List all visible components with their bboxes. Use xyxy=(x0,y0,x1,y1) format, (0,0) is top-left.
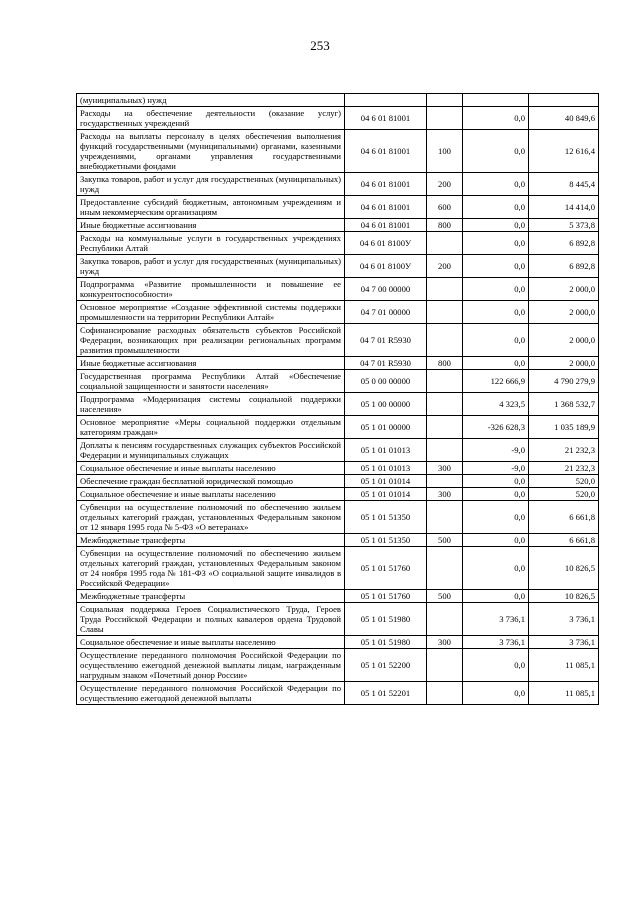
row-expense-type xyxy=(427,649,463,682)
row-total-amount: 8 445,4 xyxy=(529,173,599,196)
row-code: 05 1 01 52201 xyxy=(345,682,427,705)
row-change-amount: 0,0 xyxy=(463,649,529,682)
row-change-amount: 0,0 xyxy=(463,488,529,501)
row-code: 05 1 01 51350 xyxy=(345,534,427,547)
row-code: 04 7 00 00000 xyxy=(345,278,427,301)
row-total-amount: 1 368 532,7 xyxy=(529,393,599,416)
row-expense-type xyxy=(427,682,463,705)
row-expense-type xyxy=(427,416,463,439)
row-change-amount: 0,0 xyxy=(463,232,529,255)
table-row xyxy=(77,682,599,705)
row-code: 05 1 01 51980 xyxy=(345,636,427,649)
table-row xyxy=(77,232,599,255)
row-expense-type: 500 xyxy=(427,534,463,547)
row-code: 04 6 01 81001 xyxy=(345,173,427,196)
table-row xyxy=(77,357,599,370)
row-name: Иные бюджетные ассигнования xyxy=(77,357,345,370)
row-total-amount: 21 232,3 xyxy=(529,462,599,475)
table-row xyxy=(77,370,599,393)
row-change-amount: 0,0 xyxy=(463,278,529,301)
row-code: 05 1 01 52200 xyxy=(345,649,427,682)
row-expense-type: 200 xyxy=(427,255,463,278)
row-total-amount: 14 414,0 xyxy=(529,196,599,219)
row-name: Расходы на коммунальные услуги в государственных учреждениях Республики Алтай xyxy=(77,232,345,255)
row-change-amount: -9,0 xyxy=(463,439,529,462)
table-row xyxy=(77,534,599,547)
row-name: Подпрограмма «Развитие промышленности и повышение ее конкурентоспособности» xyxy=(77,278,345,301)
row-change-amount: 0,0 xyxy=(463,130,529,173)
row-code: 04 6 01 8100У xyxy=(345,255,427,278)
row-name: Софинансирование расходных обязательств субъектов Российской Федерации, возникающих при реализации региональных программ развития промышленности xyxy=(77,324,345,357)
table-row xyxy=(77,324,599,357)
row-name: Социальное обеспечение и иные выплаты населению xyxy=(77,488,345,501)
row-code: 05 1 01 01014 xyxy=(345,488,427,501)
row-change-amount: 122 666,9 xyxy=(463,370,529,393)
row-name: Субвенции на осуществление полномочий по обеспечению жильем отдельных категорий граждан, установленных Федеральным законом от 12 января 1995 года № 5-ФЗ «О ветеранах» xyxy=(77,501,345,534)
row-change-amount: 0,0 xyxy=(463,196,529,219)
row-change-amount: 3 736,1 xyxy=(463,636,529,649)
row-name: Государственная программа Республики Алтай «Обеспечение социальной защищенности и занятости населения» xyxy=(77,370,345,393)
row-name: Доплаты к пенсиям государственных служащих субъектов Российской Федерации и муниципальных служащих xyxy=(77,439,345,462)
table-row xyxy=(77,196,599,219)
budget-table-body xyxy=(77,94,599,705)
row-change-amount: 0,0 xyxy=(463,173,529,196)
row-total-amount: 6 892,8 xyxy=(529,255,599,278)
table-row xyxy=(77,649,599,682)
row-name: Социальное обеспечение и иные выплаты населению xyxy=(77,636,345,649)
row-total-amount: 2 000,0 xyxy=(529,301,599,324)
table-row xyxy=(77,462,599,475)
row-expense-type: 300 xyxy=(427,636,463,649)
row-expense-type xyxy=(427,94,463,107)
row-name: Основное мероприятие «Создание эффективной системы поддержки промышленности на территории Республики Алтай» xyxy=(77,301,345,324)
row-expense-type: 800 xyxy=(427,219,463,232)
row-change-amount: 0,0 xyxy=(463,475,529,488)
row-code: 04 7 01 R5930 xyxy=(345,357,427,370)
row-code: 05 1 01 51350 xyxy=(345,501,427,534)
row-change-amount: 0,0 xyxy=(463,547,529,590)
row-change-amount: 0,0 xyxy=(463,324,529,357)
row-code: 05 1 01 51760 xyxy=(345,547,427,590)
row-total-amount: 3 736,1 xyxy=(529,636,599,649)
row-code: 05 1 01 01013 xyxy=(345,462,427,475)
row-change-amount xyxy=(463,94,529,107)
row-expense-type xyxy=(427,501,463,534)
row-expense-type xyxy=(427,301,463,324)
row-change-amount: 0,0 xyxy=(463,682,529,705)
table-row xyxy=(77,547,599,590)
row-code xyxy=(345,94,427,107)
page-number: 253 xyxy=(310,38,330,53)
row-expense-type xyxy=(427,324,463,357)
row-total-amount: 520,0 xyxy=(529,475,599,488)
table-row xyxy=(77,255,599,278)
row-total-amount: 6 661,8 xyxy=(529,501,599,534)
row-total-amount: 11 085,1 xyxy=(529,649,599,682)
table-row xyxy=(77,301,599,324)
row-name: Предоставление субсидий бюджетным, автономным учреждениям и иным некоммерческим организациям xyxy=(77,196,345,219)
row-total-amount: 11 085,1 xyxy=(529,682,599,705)
row-change-amount: 0,0 xyxy=(463,357,529,370)
table-row xyxy=(77,173,599,196)
row-code: 04 7 01 R5930 xyxy=(345,324,427,357)
row-total-amount: 1 035 189,9 xyxy=(529,416,599,439)
row-code: 05 1 00 00000 xyxy=(345,393,427,416)
table-row xyxy=(77,107,599,130)
row-name: Социальное обеспечение и иные выплаты населению xyxy=(77,462,345,475)
row-name: Осуществление переданного полномочия Российской Федерации по осуществлению ежегодной денежной выплаты лицам, награжденным нагрудным знаком «Почетный донор России» xyxy=(77,649,345,682)
row-name: Иные бюджетные ассигнования xyxy=(77,219,345,232)
row-name: Осуществление переданного полномочия Российской Федерации по осуществлению ежегодной денежной выплаты xyxy=(77,682,345,705)
table-row xyxy=(77,219,599,232)
row-code: 05 1 01 01013 xyxy=(345,439,427,462)
row-total-amount: 6 661,8 xyxy=(529,534,599,547)
row-change-amount: 0,0 xyxy=(463,501,529,534)
row-expense-type: 600 xyxy=(427,196,463,219)
row-name: Субвенции на осуществление полномочий по обеспечению жильем отдельных категорий граждан, установленных Федеральным законом от 24 ноября 1995 года № 181-ФЗ «О социальной защите инвалидов в Российской Федерации» xyxy=(77,547,345,590)
row-expense-type xyxy=(427,232,463,255)
row-expense-type: 500 xyxy=(427,590,463,603)
row-expense-type: 300 xyxy=(427,488,463,501)
row-total-amount: 40 849,6 xyxy=(529,107,599,130)
row-total-amount: 2 000,0 xyxy=(529,278,599,301)
row-change-amount: 0,0 xyxy=(463,255,529,278)
table-row xyxy=(77,590,599,603)
row-code: 04 6 01 81001 xyxy=(345,130,427,173)
row-change-amount: 0,0 xyxy=(463,534,529,547)
row-total-amount: 10 826,5 xyxy=(529,547,599,590)
row-expense-type: 300 xyxy=(427,462,463,475)
row-total-amount xyxy=(529,94,599,107)
row-change-amount: 0,0 xyxy=(463,219,529,232)
row-code: 05 1 01 51760 xyxy=(345,590,427,603)
row-total-amount: 5 373,8 xyxy=(529,219,599,232)
row-expense-type: 200 xyxy=(427,173,463,196)
row-code: 04 7 01 00000 xyxy=(345,301,427,324)
row-code: 05 1 01 00000 xyxy=(345,416,427,439)
budget-table xyxy=(76,93,599,705)
row-change-amount: 0,0 xyxy=(463,301,529,324)
row-total-amount: 10 826,5 xyxy=(529,590,599,603)
row-name: Подпрограмма «Модернизация системы социальной поддержки населения» xyxy=(77,393,345,416)
row-name: Межбюджетные трансферты xyxy=(77,534,345,547)
row-name: Социальная поддержка Героев Социалистического Труда, Героев Труда Российской Федерации и полных кавалеров ордена Трудовой Славы xyxy=(77,603,345,636)
row-total-amount: 3 736,1 xyxy=(529,603,599,636)
row-expense-type xyxy=(427,107,463,130)
table-row xyxy=(77,501,599,534)
table-row xyxy=(77,94,599,107)
row-name: Межбюджетные трансферты xyxy=(77,590,345,603)
row-total-amount: 2 000,0 xyxy=(529,357,599,370)
row-expense-type xyxy=(427,278,463,301)
row-change-amount: 0,0 xyxy=(463,107,529,130)
row-change-amount: 0,0 xyxy=(463,590,529,603)
row-change-amount: -9,0 xyxy=(463,462,529,475)
table-row xyxy=(77,488,599,501)
row-change-amount: -326 628,3 xyxy=(463,416,529,439)
row-expense-type xyxy=(427,603,463,636)
row-total-amount: 6 892,8 xyxy=(529,232,599,255)
table-row xyxy=(77,393,599,416)
row-total-amount: 4 790 279,9 xyxy=(529,370,599,393)
row-expense-type xyxy=(427,547,463,590)
row-name: Расходы на обеспечение деятельности (оказание услуг) государственных учреждений xyxy=(77,107,345,130)
table-row xyxy=(77,603,599,636)
row-name: Закупка товаров, работ и услуг для государственных (муниципальных) нужд xyxy=(77,255,345,278)
row-total-amount: 12 616,4 xyxy=(529,130,599,173)
table-row xyxy=(77,475,599,488)
table-row xyxy=(77,636,599,649)
row-change-amount: 4 323,5 xyxy=(463,393,529,416)
row-name: Закупка товаров, работ и услуг для государственных (муниципальных) нужд xyxy=(77,173,345,196)
table-row xyxy=(77,130,599,173)
row-total-amount: 520,0 xyxy=(529,488,599,501)
row-name: (муниципальных) нужд xyxy=(77,94,345,107)
row-code: 05 1 01 01014 xyxy=(345,475,427,488)
row-code: 05 1 01 51980 xyxy=(345,603,427,636)
table-row xyxy=(77,416,599,439)
table-row xyxy=(77,439,599,462)
row-code: 04 6 01 81001 xyxy=(345,219,427,232)
table-row xyxy=(77,278,599,301)
row-code: 04 6 01 81001 xyxy=(345,196,427,219)
row-total-amount: 2 000,0 xyxy=(529,324,599,357)
row-code: 04 6 01 81001 xyxy=(345,107,427,130)
row-code: 05 0 00 00000 xyxy=(345,370,427,393)
row-change-amount: 3 736,1 xyxy=(463,603,529,636)
row-total-amount: 21 232,3 xyxy=(529,439,599,462)
row-code: 04 6 01 8100У xyxy=(345,232,427,255)
row-expense-type xyxy=(427,370,463,393)
row-expense-type xyxy=(427,439,463,462)
row-name: Основное мероприятие «Меры социальной поддержки отдельным категориям граждан» xyxy=(77,416,345,439)
row-expense-type: 100 xyxy=(427,130,463,173)
row-name: Обеспечение граждан бесплатной юридической помощью xyxy=(77,475,345,488)
row-expense-type xyxy=(427,393,463,416)
row-expense-type xyxy=(427,475,463,488)
row-expense-type: 800 xyxy=(427,357,463,370)
row-name: Расходы на выплаты персоналу в целях обеспечения выполнения функций государственными (муниципальными) органами, казенными учреждениями, органами управления государственными внебюджетными фондами xyxy=(77,130,345,173)
